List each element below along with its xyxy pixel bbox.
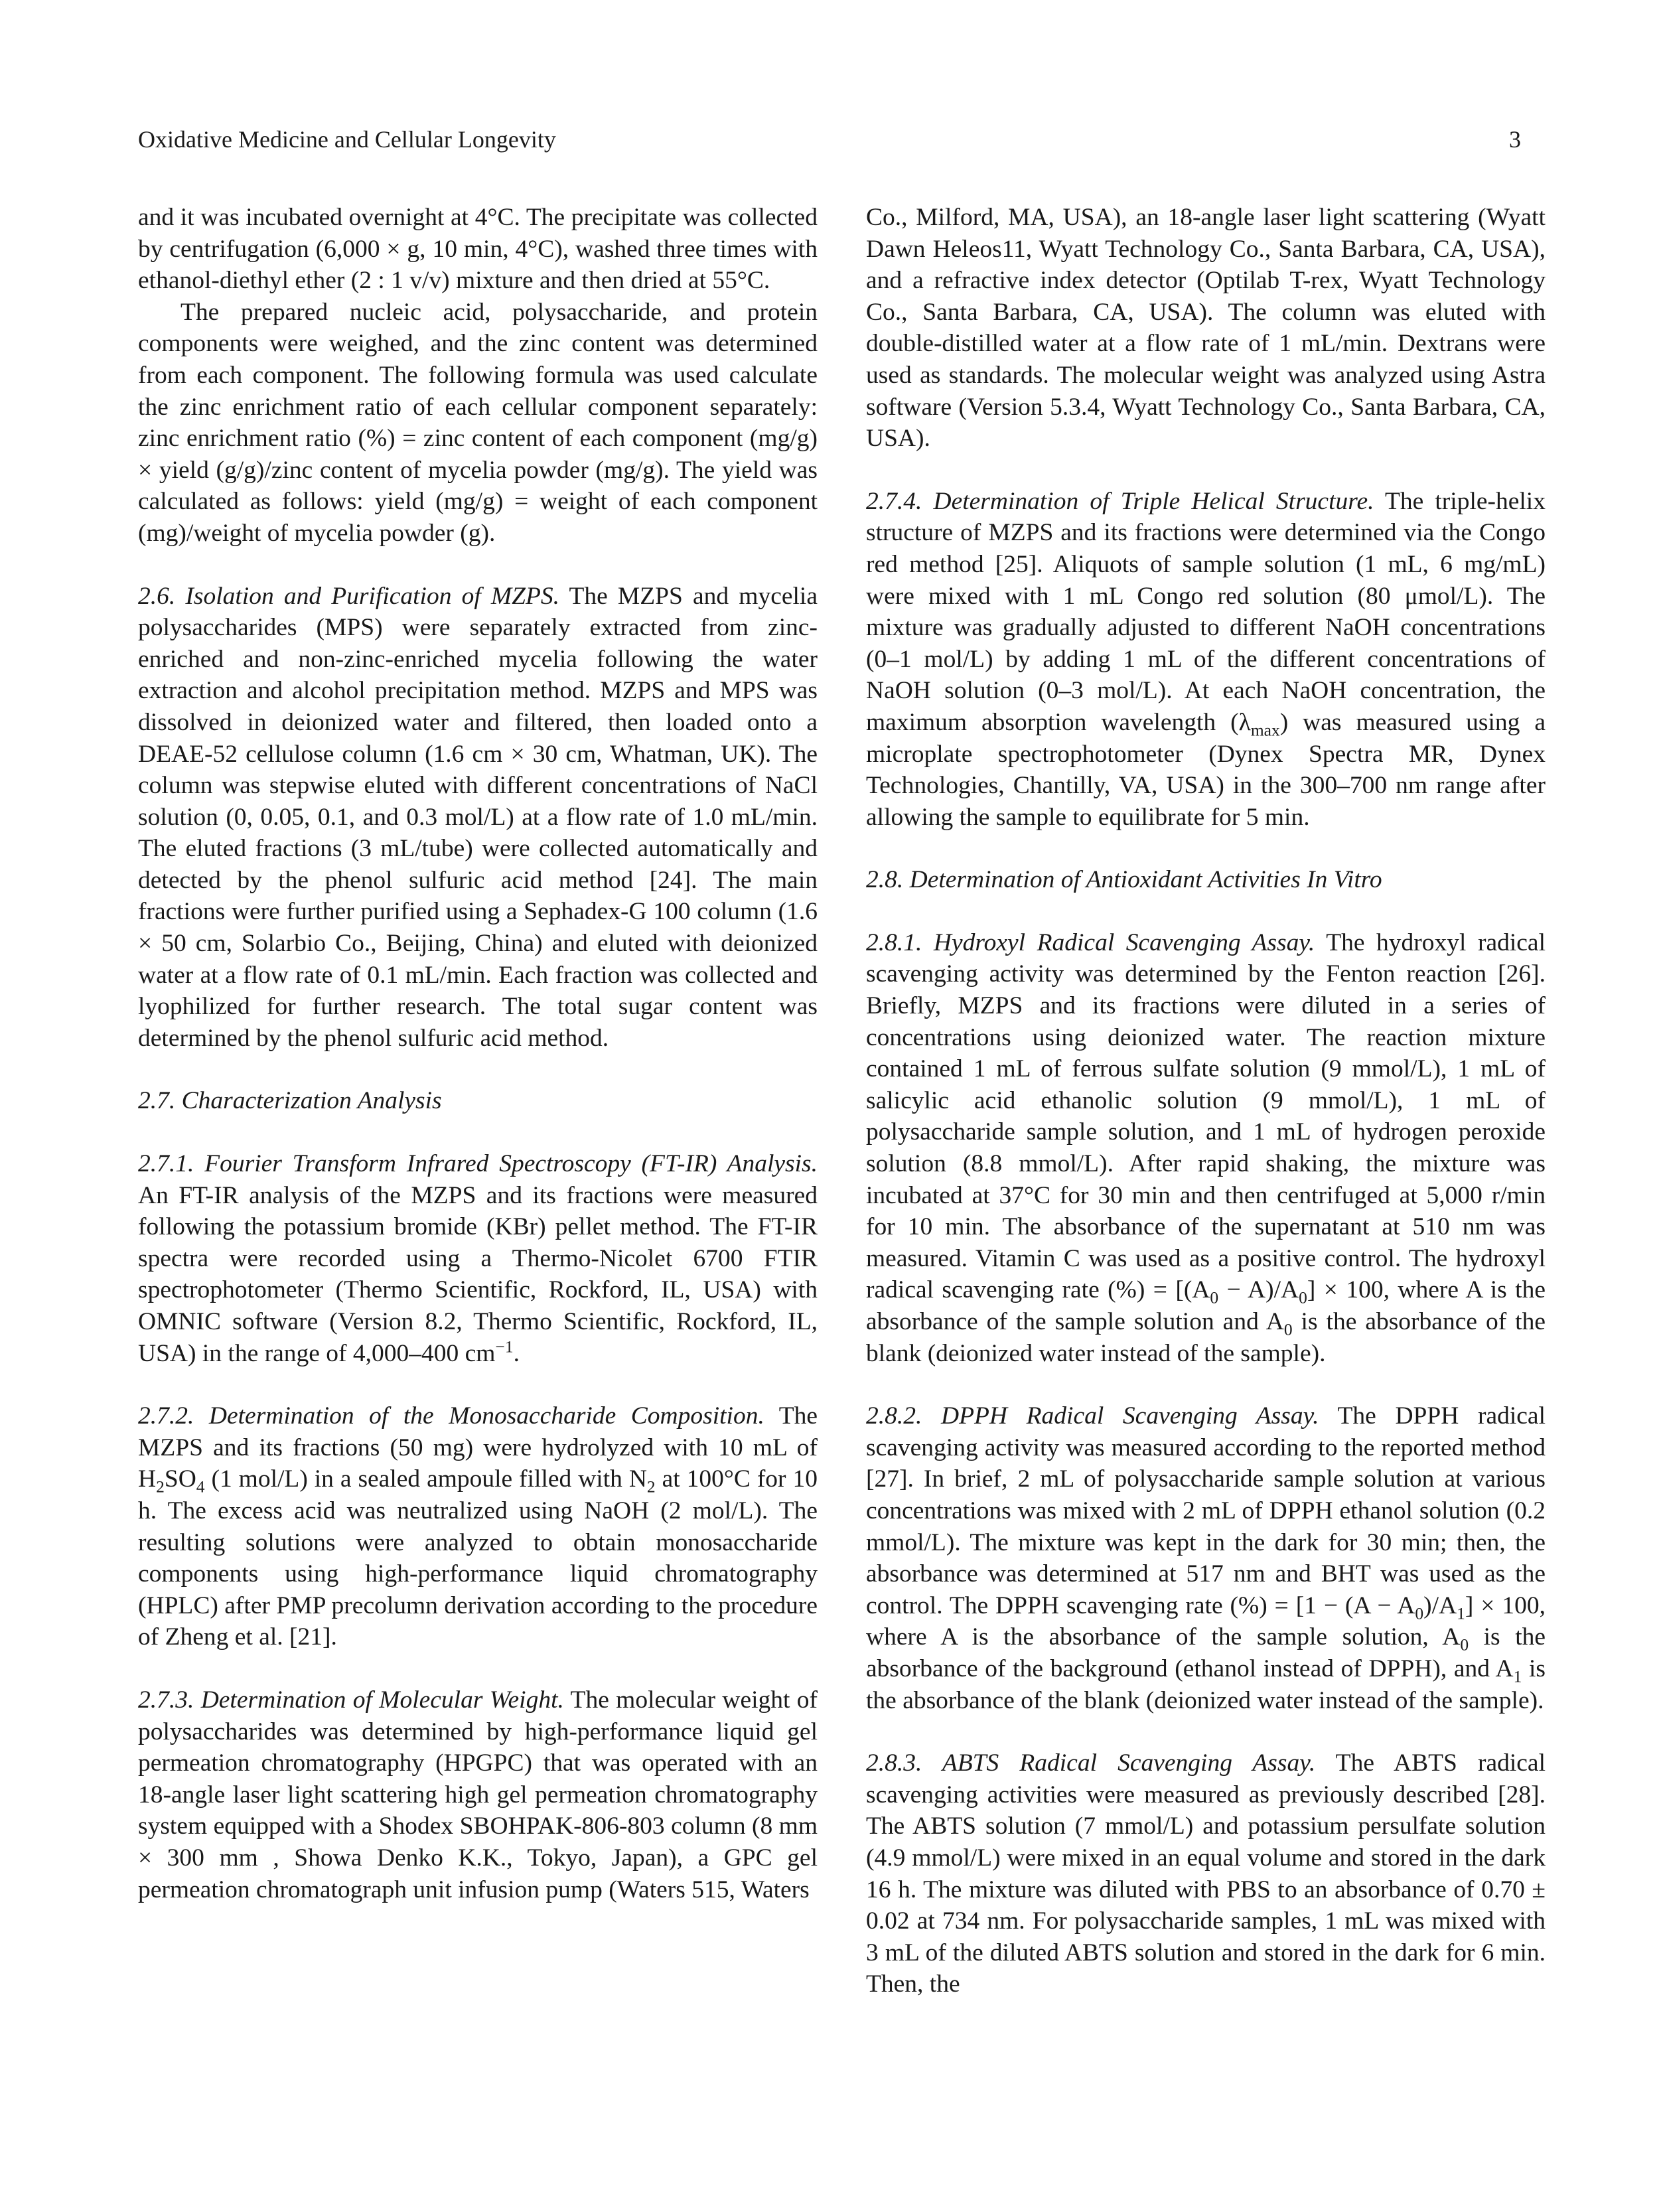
section-2-7-2	[138, 1400, 818, 1653]
section-2-8-3-body: The ABTS radical scavenging activities were measured as previously described [28]. The ABTS solution (7 mmol/L) and potassium persulfate solution (4.9 mmol/L) were mixed in an equal volume and stored in the dark 16 h. The mixture was diluted with PBS to an absorbance of 0.70 ± 0.02 at 734 nm. For polysaccharide samples, 1 mL was mixed with 3 mL of the diluted ABTS solution and stored in the dark for 6 min. Then, the	[866, 1749, 1546, 1998]
left-column	[138, 202, 818, 1905]
section-2-7-3-heading: 2.7.3. Determination of Molecular Weight.	[138, 1686, 564, 1714]
section-2-7-1	[138, 1148, 818, 1369]
text-segment: The triple-helix structure of MZPS and its fractions were determined via the Congo red method [25]. Aliquots of sample solution (1 mL, 6 mg/mL) were mixed with 1 mL Congo red solution (80 μmol/L). The mixture was gradually adjusted to different NaOH concentrations (0–1 mol/L) by adding 1 mL of the different concentrations of NaOH solution (0–3 mol/L). At each NaOH concentration, the maximum absorption wavelength (λ	[866, 487, 1546, 736]
subscript: 1	[1513, 1666, 1522, 1686]
section-2-8-title: 2.8. Determination of Antioxidant Activities In Vitro	[866, 866, 1382, 894]
subscript: 0	[1460, 1635, 1469, 1655]
journal-name: Oxidative Medicine and Cellular Longevity	[138, 126, 556, 153]
text-segment: at 100°C for 10 h. The excess acid was neutralized using NaOH (2 mol/L). The resulting solutions were analyzed to obtain monosaccharide components using high-performance liquid chromatography (HPLC) after PMP precolumn derivation according to the procedure of Zheng et al. [21].	[138, 1465, 818, 1651]
section-2-7-2-heading: 2.7.2. Determination of the Monosaccharide Composition.	[138, 1402, 764, 1430]
subscript: 4	[196, 1477, 205, 1497]
section-2-8-1-heading: 2.8.1. Hydroxyl Radical Scavenging Assay.	[866, 928, 1315, 956]
page-header	[138, 119, 1521, 159]
section-2-8-2-heading: 2.8.2. DPPH Radical Scavenging Assay.	[866, 1402, 1319, 1430]
text-segment: is the absorbance of the background (ethanol instead of DPPH), and A	[866, 1623, 1546, 1682]
subscript: 0	[1210, 1288, 1219, 1307]
text-segment: is the absorbance of the blank (deionized water instead of the sample).	[866, 1308, 1546, 1367]
section-2-7-3	[138, 1684, 818, 1905]
section-2-8-3	[866, 1747, 1546, 2000]
subscript: 2	[646, 1477, 656, 1497]
superscript: −1	[495, 1337, 514, 1357]
subscript: 0	[1299, 1288, 1307, 1307]
text-segment: The MZPS and its fractions (50 mg) were hydrolyzed with 10 mL of H	[138, 1402, 818, 1493]
section-2-7-4-heading: 2.7.4. Determination of Triple Helical Structure.	[866, 487, 1374, 515]
text-segment: The hydroxyl radical scavenging activity was determined by the Fenton reaction [26]. Briefly, MZPS and its fractions were diluted in a series of concentrations using deionized water. The reaction mixture contained 1 mL of ferrous sulfate solution (9 mmol/L), 1 mL of salicylic acid ethanolic solution (9 mmol/L), 1 mL of polysaccharide sample solution, and 1 mL of hydrogen peroxide solution (8.8 mmol/L). After rapid shaking, the mixture was incubated at 37°C for 30 min and then centrifuged at 5,000 r/min for 10 min. The absorbance of the supernatant at 510 nm was measured. Vitamin C was used as a positive control. The hydroxyl radical scavenging rate (%) = [(A	[866, 928, 1546, 1304]
section-2-8-1	[866, 927, 1546, 1369]
section-2-6-body: The MZPS and mycelia polysaccharides (MPS) were separately extracted from zinc-enriched and non-zinc-enriched mycelia following the water extraction and alcohol precipitation method. MZPS and MPS was dissolved in deionized water and filtered, then loaded onto a DEAE-52 cellulose column (1.6 cm × 30 cm, Whatman, UK). The column was stepwise eluted with different concentrations of NaCl solution (0, 0.05, 0.1, and 0.3 mol/L) at a flow rate of 1.0 mL/min. The eluted fractions (3 mL/tube) were collected automatically and detected by the phenol sulfuric acid method [24]. The main fractions were further purified using a Sephadex-G 100 column (1.6 × 50 cm, Solarbio Co., Beijing, China) and eluted with deionized water at a flow rate of 0.1 mL/min. Each fraction was collected and lyophilized for further research. The total sugar content was determined by the phenol sulfuric acid method.	[138, 582, 818, 1052]
paragraph-continued: and it was incubated overnight at 4°C. The precipitate was collected by centrifugation (6,000 × g, 10 min, 4°C), washed three times with ethanol-diethyl ether (2 : 1 v/v) mixture and then dried at 55°C.	[138, 204, 818, 295]
paragraph-continued-right: Co., Milford, MA, USA), an 18-angle laser light scattering (Wyatt Dawn Heleos11, Wyatt Technology Co., Santa Barbara, CA, USA), and a refractive index detector (Optilab T-rex, Wyatt Technology Co., Santa Barbara, CA, USA). The column was eluted with double-distilled water at a flow rate of 1 mL/min. Dextrans were used as standards. The molecular weight was analyzed using Astra software (Version 5.3.4, Wyatt Technology Co., Santa Barbara, CA, USA).	[866, 204, 1546, 453]
text-segment: ] × 100, where A is the absorbance of the sample solution and A	[866, 1276, 1546, 1335]
section-2-6	[138, 581, 818, 1055]
text-segment: SO	[164, 1465, 196, 1493]
text-segment: )/A	[1423, 1591, 1457, 1619]
paragraph-zinc-enrichment: The prepared nucleic acid, polysaccharide, and protein components were weighed, and the zinc content was determined from each component. The following formula was used calculate the zinc enrichment ratio of each cellular component separately: zinc enrichment ratio (%) = zinc content of each component (mg/g) × yield (g/g)/zinc content of mycelia powder (mg/g). The yield was calculated as follows: yield (mg/g) = weight of each component (mg)/weight of mycelia powder (g).	[138, 298, 818, 547]
section-2-6-heading: 2.6. Isolation and Purification of MZPS.	[138, 582, 560, 610]
text-segment: The DPPH radical scavenging activity was measured according to the reported method [27]. In brief, 2 mL of polysaccharide sample solution at various concentrations was mixed with 2 mL of DPPH ethanol solution (0.2 mmol/L). The mixture was kept in the dark for 30 min; then, the absorbance was determined at 517 nm and BHT was used as the control. The DPPH scavenging rate (%) = [1 − (A − A	[866, 1402, 1546, 1619]
section-2-7-1-body: An FT-IR analysis of the MZPS and its fractions were measured following the potassium bromide (KBr) pellet method. The FT-IR spectra were recorded using a Thermo-Nicolet 6700 FTIR spectrophotometer (Thermo Scientific, Rockford, IL, USA) with OMNIC software (Version 8.2, Thermo Scientific, Rockford, IL, USA) in the range of 4,000–400 cm	[138, 1181, 818, 1367]
text-segment: − A)/A	[1218, 1276, 1299, 1304]
section-2-8-2	[866, 1400, 1546, 1716]
period: .	[513, 1339, 520, 1367]
page-number: 3	[1509, 126, 1521, 153]
subscript: 2	[156, 1477, 165, 1497]
subscript: max	[1250, 720, 1280, 740]
section-2-7-4	[866, 486, 1546, 834]
section-2-7-1-heading: 2.7.1. Fourier Transform Infrared Spectroscopy (FT-IR) Analysis.	[138, 1150, 818, 1178]
subscript: 0	[1283, 1319, 1293, 1339]
text-segment: ) was measured using a microplate spectrophotometer (Dynex Spectra MR, Dynex Technologies, Chantilly, VA, USA) in the 300–700 nm range after allowing the sample to equilibrate for 5 min.	[866, 708, 1546, 831]
text-segment: (1 mol/L) in a sealed ampoule filled with N	[204, 1465, 647, 1493]
section-2-8-3-heading: 2.8.3. ABTS Radical Scavenging Assay.	[866, 1749, 1316, 1777]
subscript: 0	[1415, 1603, 1424, 1623]
subscript: 1	[1457, 1603, 1465, 1623]
text-segment: ] × 100, where A is the absorbance of the sample solution, A	[866, 1591, 1546, 1651]
text-segment: is the absorbance of the blank (deionized water instead of the sample).	[866, 1655, 1546, 1714]
right-column	[866, 202, 1546, 2000]
section-2-7-title: 2.7. Characterization Analysis	[138, 1087, 442, 1115]
section-2-7-3-body: The molecular weight of polysaccharides was determined by high-performance liquid gel permeation chromatography (HPGPC) that was operated with an 18-angle laser light scattering high gel permeation chromatography system equipped with a Shodex SBOHPAK-806-803 column (8 mm × 300 mm , Showa Denko K.K., Tokyo, Japan), a GPC gel permeation chromatograph unit infusion pump (Waters 515, Waters	[138, 1686, 818, 1903]
